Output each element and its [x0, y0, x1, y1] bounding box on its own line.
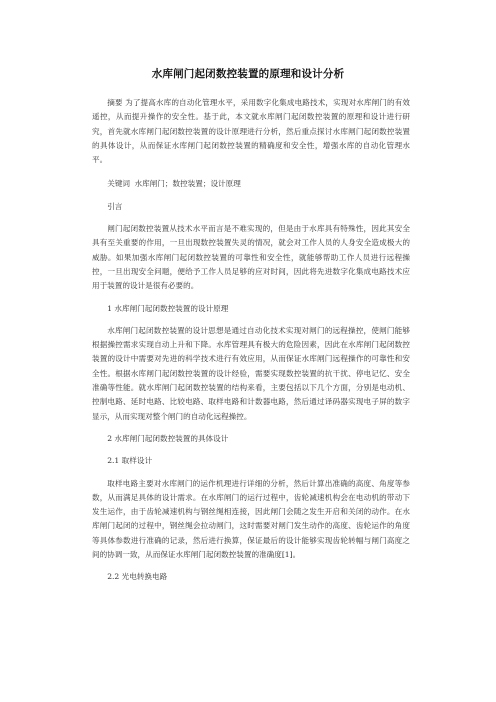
- abstract-paragraph: 摘要 为了提高水库的自动化管理水平，采用数字化集成电路技术，实现对水库闸门的有效遥控，从而提升操作的安全性。基于此，本文就水库闸门起闭数控装置的原理和设计进行研究，首先就水库闸门起闭数控装置的设计原理进行分析，然后重点探讨水库闸门起闭数控装置的具体设计，从而保证水库闸门起闭数控装置的精确度和安全性，增强水库的自动化管理水平。: [92, 98, 410, 165]
- document-body: [92, 96, 410, 585]
- intro-heading: 引言: [107, 201, 123, 211]
- section-2-heading: 2 水库闸门起闭数控装置的具体设计: [107, 433, 229, 443]
- section-2-1-paragraph: 取样电路主要对水库闸门的运作机理进行详细的分析，然后计算出准确的高度、角度等参数，从而满足具体的设计需求。在水库闸门的运行过程中，齿轮减速机构会在电动机的带动下发生运作，由于齿轮减速机构与钢丝绳相连接，因此闸门会随之发生开启和关闭的动作。在水库闸门起闭的过程中，钢丝绳会拉动闸门，这时需要对闸门发生动作的高度、齿轮运作的角度等具体参数进行准确的记录，然后进行换算，保证最后的设计能够实现齿轮转幅与闸门高度之间的协调一致，从而保证水库闸门起闭数控装置的准确度[1]。: [92, 478, 410, 560]
- keywords-text: 水库闸门；数控装置；设计原理: [134, 179, 241, 189]
- section-2-2-heading: 2.2 光电转换电路: [107, 572, 168, 582]
- section-1-paragraph: 水库闸门起闭数控装置的设计思想是通过自动化技术实现对闸门的远程操控，使闸门能够根据操控需求实现自动上升和下降。水库管理具有极大的危险因素，因此在水库闸门起闭数控装置的设计中需要对先进的科学技术进行有效应用，从而保证水库闸门远程操作的可靠性和安全性。根据水库闸门起闭数控装置的设计经验，需要实现数控装置的抗干扰、停电记忆、安全准确等性能。就水库闸门起闭数控装置的结构来看，主要包括以下几个方面，分别是电动机、控制电路、延时电路、比较电路、取样电路和计数器电路，然后通过译码器实现电子屏的数字显示，从而实现对整个闸门的自动化远程操控。: [92, 325, 410, 421]
- section-2-1-heading: 2.1 取样设计: [107, 456, 153, 466]
- intro-paragraph: 闸门起闭数控装置从技术水平而言是不难实现的，但是由于水库具有特殊性，因此其安全具有至关重要的作用，一旦出现数控装置失灵的情况，就会对工作人员的人身安全造成极大的威胁。如果加强水库闸门起闭数控装置的可靠性和安全性，就能够帮助工作人员进行远程操控，一旦出现安全问题，便给予工作人员足够的应对时间，因此将先进数字化集成电路技术应用于装置的设计是很有必要的。: [92, 224, 410, 291]
- document-title: 水库闸门起闭数控装置的原理和设计分析: [151, 68, 345, 80]
- keywords-line: [92, 177, 410, 191]
- section-1-heading: 1 水库闸门起闭数控装置的设计原理: [107, 303, 229, 313]
- keywords-label: 关键词: [107, 179, 130, 189]
